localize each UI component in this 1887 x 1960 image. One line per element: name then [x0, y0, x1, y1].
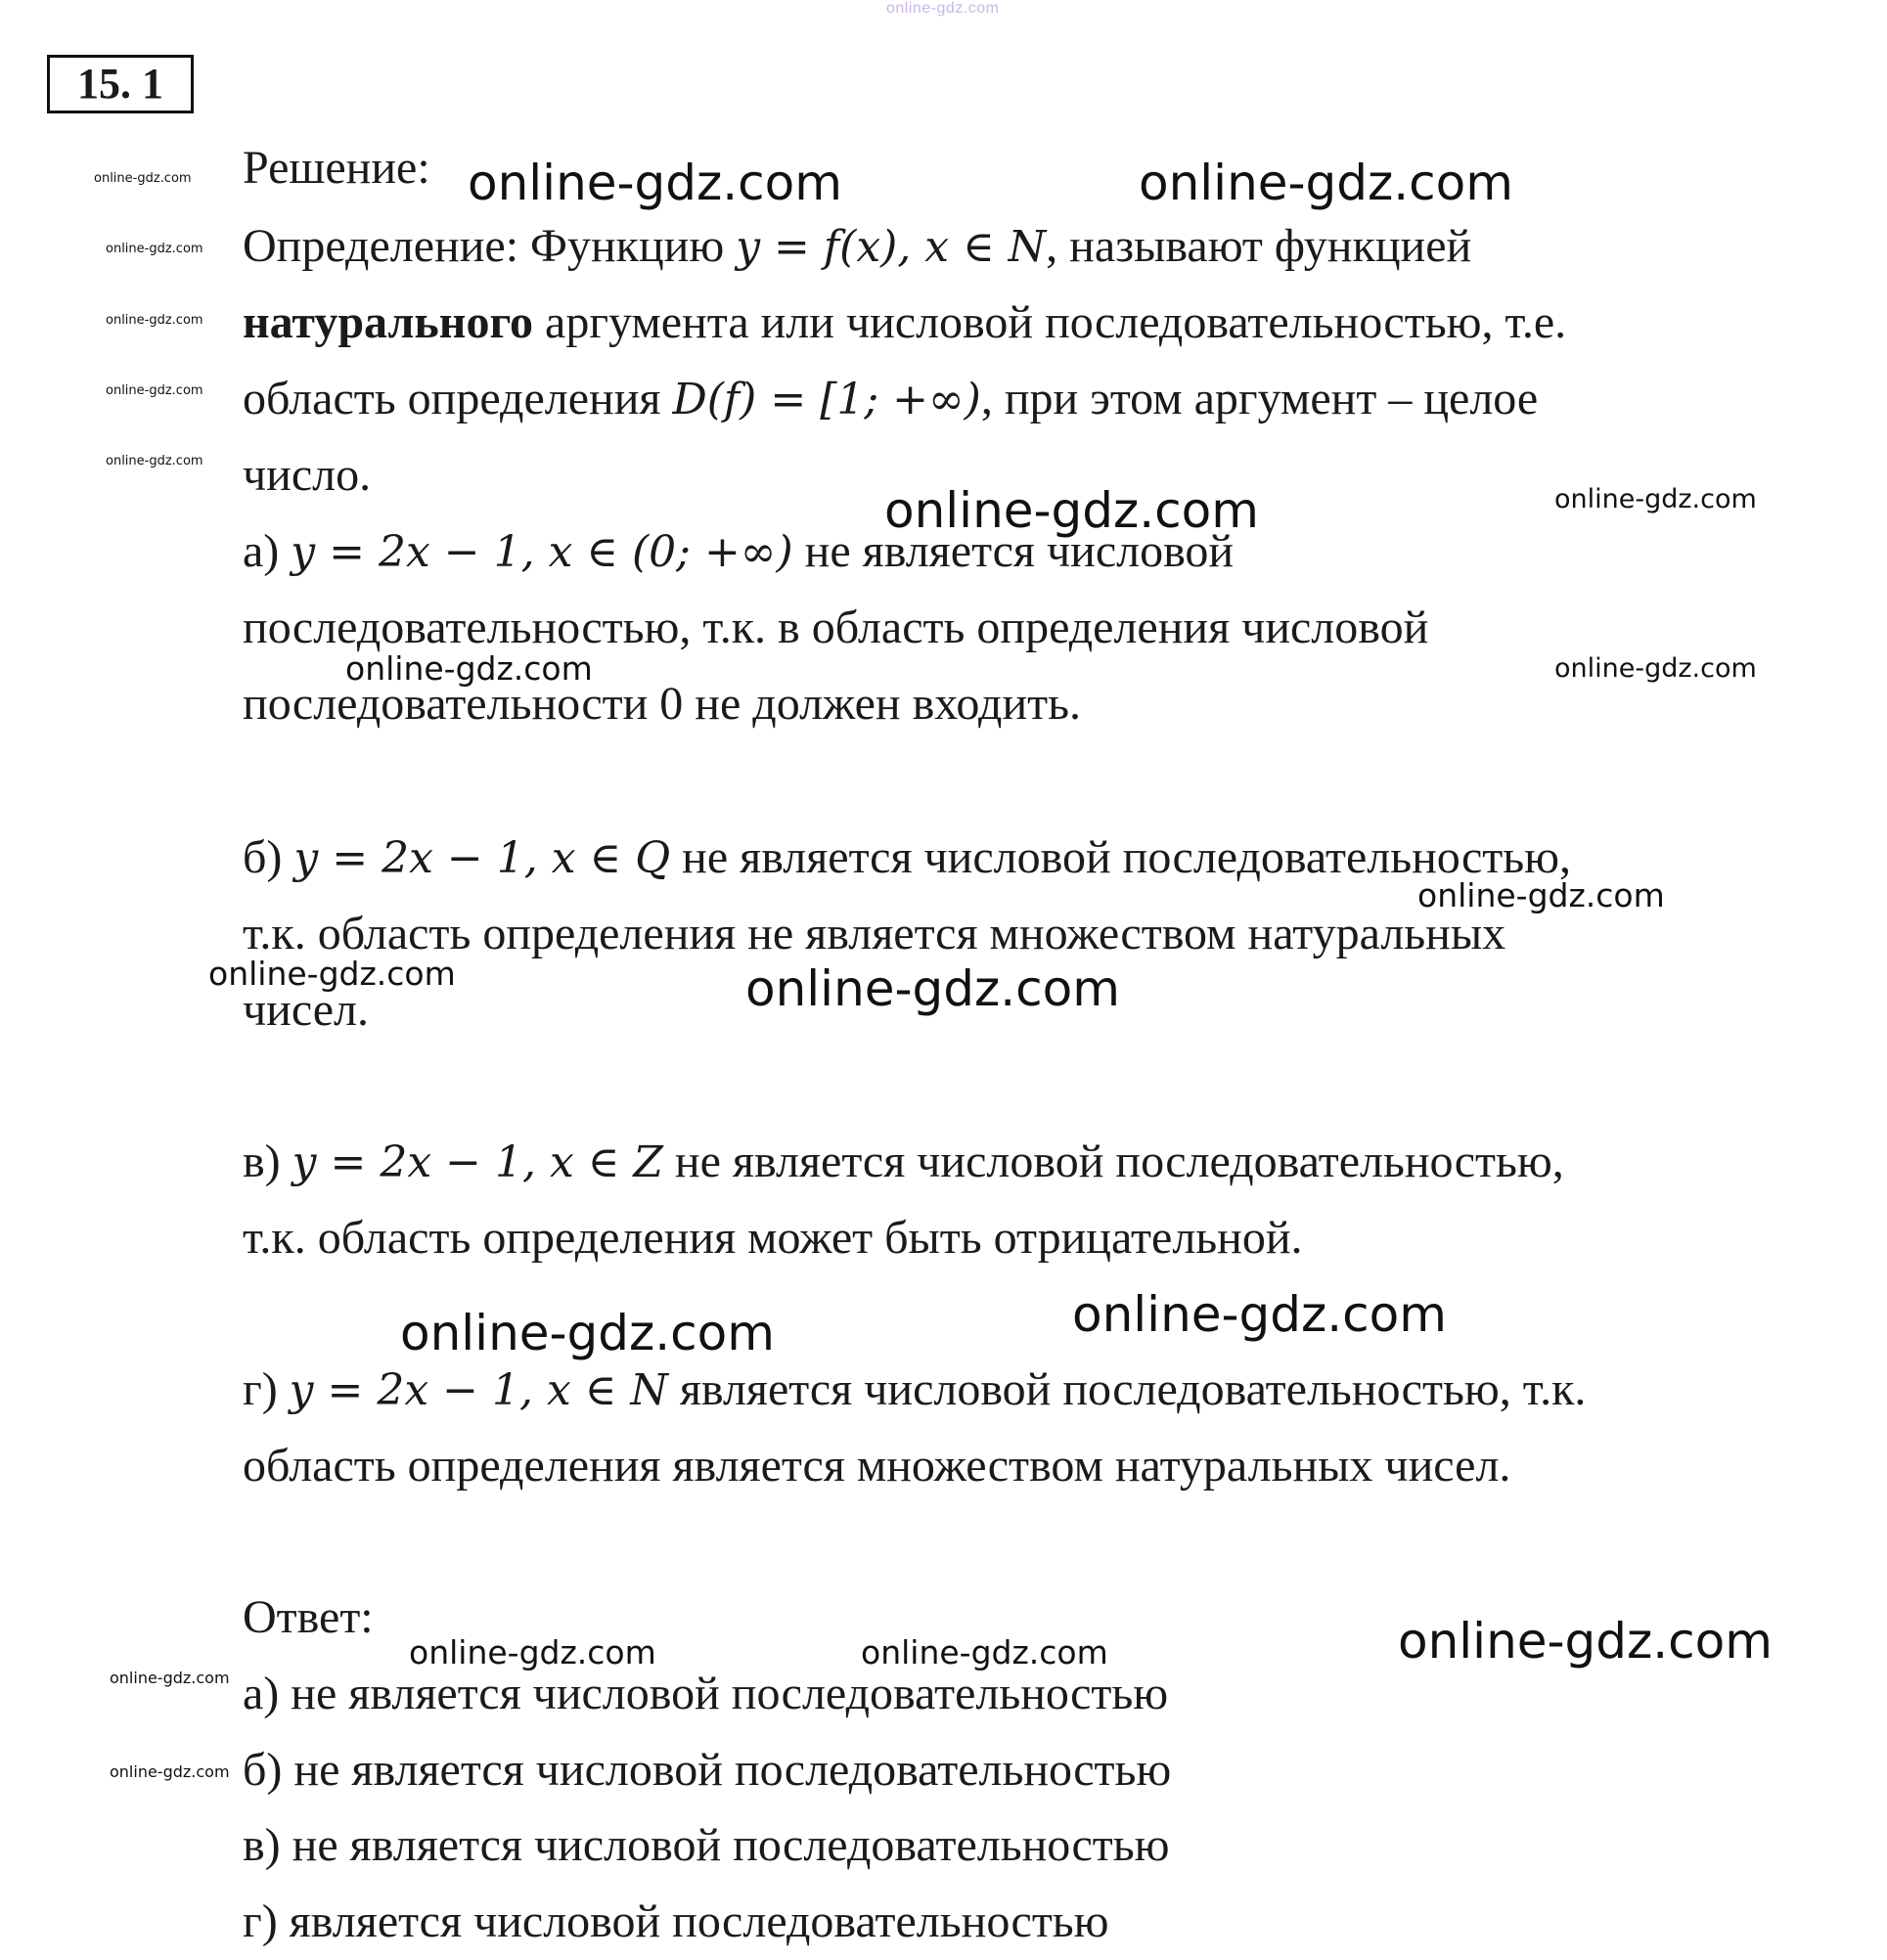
watermark: online-gdz.com — [106, 383, 203, 398]
watermark: online-gdz.com — [861, 1633, 1108, 1671]
item-a-label: а) — [243, 525, 292, 577]
watermark: online-gdz.com — [400, 1305, 775, 1361]
solution-heading: Решение: — [243, 142, 430, 194]
watermark: online-gdz.com — [208, 955, 456, 993]
answer-item-b: б) не является числовой последовательностью — [243, 1744, 1172, 1796]
watermark: online-gdz.com — [110, 1762, 230, 1781]
definition-math-1: y = f(x), x ∈ N — [736, 222, 1047, 272]
watermark: online-gdz.com — [110, 1669, 230, 1687]
watermark: online-gdz.com — [94, 171, 192, 186]
item-g-math: y = 2x − 1, x ∈ N — [289, 1365, 668, 1415]
item-b-line-2: т.к. область определения не является множеством натуральных — [243, 908, 1506, 959]
watermark: online-gdz.com — [1554, 653, 1757, 684]
definition-line-2-rest: аргумента или числовой последовательностью, т.е. — [533, 296, 1567, 348]
definition-line-3-suffix: , при этом аргумент – целое — [980, 373, 1539, 424]
item-v-line-1 — [243, 1138, 1564, 1185]
item-v-math: y = 2x − 1, x ∈ Z — [292, 1137, 663, 1187]
answer-item-v: в) не является числовой последовательностью — [243, 1819, 1170, 1871]
item-a-line-1-rest: не является числовой — [792, 525, 1235, 577]
problem-number-box: 15. 1 — [47, 55, 194, 113]
item-b-label: б) — [243, 831, 294, 883]
watermark: online-gdz.com — [884, 482, 1259, 539]
item-b-line-1-rest: не является числовой последовательностью, — [670, 831, 1572, 883]
watermark: online-gdz.com — [1139, 155, 1513, 211]
definition-math-2: D(f) = [1; +∞) — [672, 375, 981, 424]
answer-item-g: г) является числовой последовательностью — [243, 1895, 1109, 1947]
item-v-line-1-rest: не является числовой последовательностью, — [662, 1136, 1564, 1187]
item-g-label: г) — [243, 1363, 290, 1415]
definition-line-2 — [243, 296, 1567, 348]
answer-heading: Ответ: — [243, 1591, 374, 1643]
item-a-math: y = 2x − 1, x ∈ (0; +∞) — [291, 527, 793, 577]
definition-prefix: Определение: Функцию — [243, 220, 737, 272]
watermark: online-gdz.com — [1417, 876, 1665, 914]
item-a-line-2: последовательностью, т.к. в область определения числовой — [243, 601, 1429, 653]
watermark: online-gdz.com — [345, 649, 593, 688]
item-b-line-1 — [243, 831, 1572, 883]
definition-line-3-prefix: область определения — [243, 373, 673, 424]
definition-suffix-1: , называют функцией — [1046, 220, 1472, 272]
definition-line-4: число. — [243, 449, 372, 501]
answer-item-a: а) не является числовой последовательностью — [243, 1668, 1169, 1719]
item-b-line-3: чисел. — [243, 984, 369, 1036]
watermark: online-gdz.com — [106, 454, 203, 468]
item-a-line-3: последовательности 0 не должен входить. — [243, 678, 1081, 730]
watermark: online-gdz.com — [1398, 1613, 1773, 1670]
item-v-line-2: т.к. область определения может быть отрицательной. — [243, 1212, 1303, 1264]
watermark: online-gdz.com — [1554, 484, 1757, 514]
item-b-math: y = 2x − 1, x ∈ Q — [293, 833, 671, 883]
definition-bold: натурального — [243, 296, 534, 348]
watermark: online-gdz.com — [745, 960, 1120, 1017]
item-g-line-2: область определения является множеством натуральных чисел. — [243, 1440, 1511, 1492]
item-g-line-1 — [243, 1363, 1587, 1415]
top-watermark: online-gdz.com — [886, 0, 1000, 17]
watermark: online-gdz.com — [409, 1633, 656, 1671]
watermark: online-gdz.com — [106, 242, 203, 256]
watermark: online-gdz.com — [1072, 1286, 1447, 1343]
watermark: online-gdz.com — [468, 155, 842, 211]
item-g-line-1-rest: является числовой последовательностью, т.к. — [667, 1363, 1587, 1415]
definition-line-1 — [243, 220, 1472, 272]
watermark: online-gdz.com — [106, 313, 203, 328]
item-v-label: в) — [243, 1136, 292, 1187]
definition-line-3 — [243, 373, 1539, 424]
